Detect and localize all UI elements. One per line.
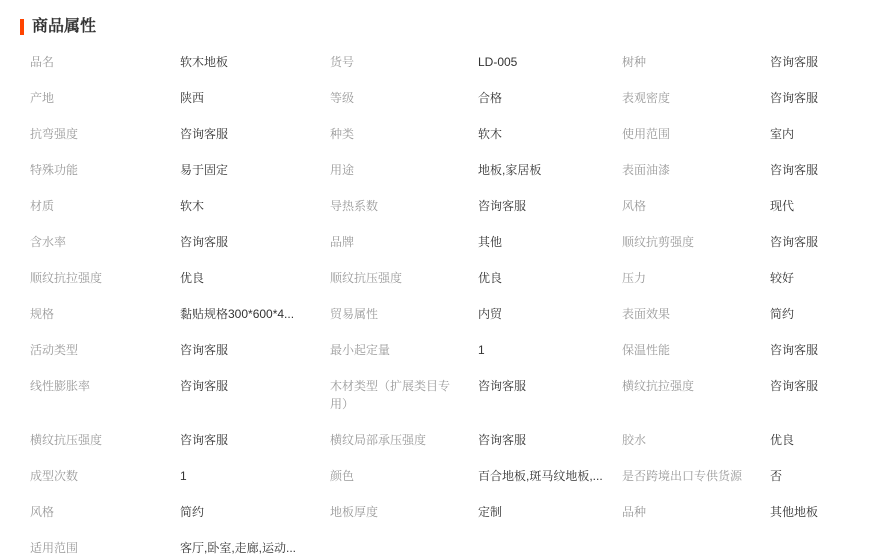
attribute-label: 导热系数 (330, 199, 379, 213)
attribute-row (0, 224, 880, 260)
attribute-label: 压力 (622, 271, 647, 285)
attribute-label: 等级 (330, 91, 355, 105)
attribute-value: 咨询客服 (180, 127, 229, 141)
attribute-label: 含水率 (30, 235, 67, 249)
attribute-row (0, 116, 880, 152)
attribute-label: 产地 (30, 91, 55, 105)
attributes-table (0, 44, 880, 559)
attribute-value: 咨询客服 (770, 379, 819, 393)
attribute-value: 地板,家居板 (478, 163, 542, 177)
attribute-label: 活动类型 (30, 343, 79, 357)
attribute-row (0, 530, 880, 559)
attribute-row (0, 332, 880, 368)
section-title: 商品属性 (32, 18, 97, 35)
attribute-label: 抗弯强度 (30, 127, 79, 141)
attribute-label: 顺纹抗剪强度 (622, 235, 695, 249)
attribute-value: 否 (770, 469, 783, 483)
attribute-value: 现代 (770, 199, 795, 213)
attribute-value: 较好 (770, 271, 795, 285)
attribute-row (0, 494, 880, 530)
attribute-label: 表面油漆 (622, 163, 671, 177)
attribute-row (0, 188, 880, 224)
attribute-value: 软木地板 (180, 55, 229, 69)
attribute-row (0, 152, 880, 188)
attribute-value: 咨询客服 (180, 235, 229, 249)
attribute-label: 使用范围 (622, 127, 671, 141)
attribute-label: 风格 (30, 505, 55, 519)
attribute-value: 优良 (478, 271, 503, 285)
attribute-value: 内贸 (478, 307, 503, 321)
attribute-value: 陕西 (180, 91, 205, 105)
attribute-value: 咨询客服 (180, 343, 229, 357)
attribute-label: 用途 (330, 163, 355, 177)
attribute-label: 成型次数 (30, 469, 79, 483)
attribute-label: 木材类型（扩展类目专用） (330, 379, 451, 411)
attribute-label: 颜色 (330, 469, 355, 483)
attribute-value: 咨询客服 (478, 379, 527, 393)
attribute-label: 是否跨境出口专供货源 (622, 469, 743, 483)
attribute-label: 树种 (622, 55, 647, 69)
attribute-label: 线性膨胀率 (30, 379, 91, 393)
attribute-row (0, 422, 880, 458)
attribute-value: 优良 (770, 433, 795, 447)
attribute-value: 咨询客服 (770, 55, 819, 69)
attribute-value: 黏贴规格300*600*4... (180, 307, 295, 321)
attribute-value: 咨询客服 (770, 235, 819, 249)
attribute-value: 定制 (478, 505, 503, 519)
attribute-value: 客厅,卧室,走廊,运动... (180, 541, 297, 555)
attribute-value: 咨询客服 (478, 199, 527, 213)
attribute-row (0, 368, 880, 422)
attribute-label: 品名 (30, 55, 55, 69)
attribute-row (0, 80, 880, 116)
attribute-row (0, 296, 880, 332)
attribute-value: 1 (180, 469, 187, 483)
attribute-label: 风格 (622, 199, 647, 213)
attribute-label: 地板厚度 (330, 505, 379, 519)
attribute-label: 横纹抗拉强度 (622, 379, 695, 393)
attribute-row (0, 458, 880, 494)
attribute-value: 1 (478, 343, 485, 357)
attribute-label: 货号 (330, 55, 355, 69)
attribute-label: 贸易属性 (330, 307, 379, 321)
attribute-value: 易于固定 (180, 163, 229, 177)
attribute-label: 材质 (30, 199, 55, 213)
attribute-value: 咨询客服 (770, 163, 819, 177)
attribute-label: 特殊功能 (30, 163, 79, 177)
attribute-row (0, 260, 880, 296)
attribute-value: 咨询客服 (180, 433, 229, 447)
attribute-label: 胶水 (622, 433, 647, 447)
attribute-value: 咨询客服 (478, 433, 527, 447)
attribute-label: 横纹抗压强度 (30, 433, 103, 447)
attribute-row (0, 44, 880, 80)
section-accent-bar (20, 19, 24, 35)
attribute-label: 最小起定量 (330, 343, 391, 357)
attribute-value: 室内 (770, 127, 795, 141)
attribute-value: LD-005 (478, 55, 518, 69)
attribute-value: 简约 (770, 307, 795, 321)
attribute-label: 品种 (622, 505, 647, 519)
attribute-label: 表面效果 (622, 307, 671, 321)
attribute-value: 合格 (478, 91, 503, 105)
attribute-value: 其他地板 (770, 505, 819, 519)
attribute-value: 简约 (180, 505, 205, 519)
attribute-value: 其他 (478, 235, 503, 249)
section-header (0, 0, 880, 36)
attribute-label: 顺纹抗拉强度 (30, 271, 103, 285)
attribute-value: 咨询客服 (770, 343, 819, 357)
attribute-value: 软木 (180, 199, 205, 213)
attribute-value: 优良 (180, 271, 205, 285)
attribute-value: 软木 (478, 127, 503, 141)
attribute-label: 保温性能 (622, 343, 671, 357)
attribute-value: 咨询客服 (770, 91, 819, 105)
attribute-label: 规格 (30, 307, 55, 321)
attribute-label: 种类 (330, 127, 355, 141)
attribute-label: 横纹局部承压强度 (330, 433, 427, 447)
attribute-label: 品牌 (330, 235, 355, 249)
attribute-value: 咨询客服 (180, 379, 229, 393)
attribute-value: 百合地板,斑马纹地板,... (478, 469, 603, 483)
attribute-label: 顺纹抗压强度 (330, 271, 403, 285)
attribute-label: 表观密度 (622, 91, 671, 105)
attribute-label: 适用范围 (30, 541, 79, 555)
